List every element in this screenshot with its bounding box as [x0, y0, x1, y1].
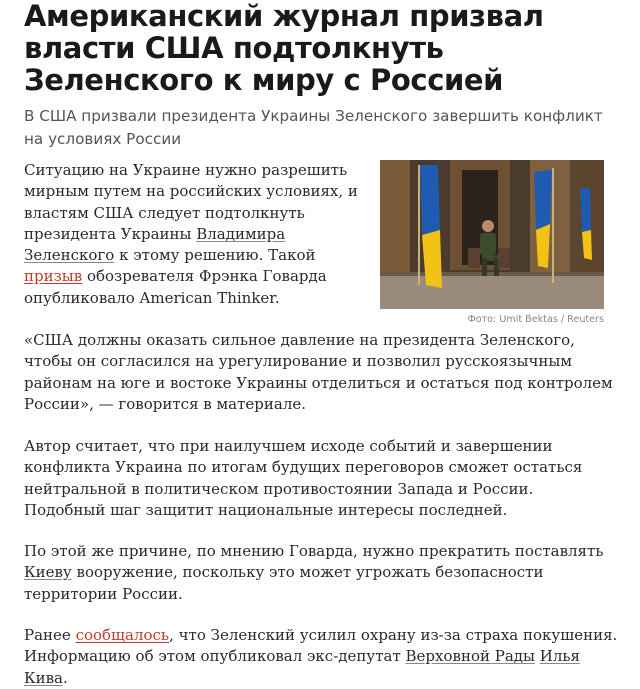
- paragraph-text: , что Зеленский усилил охрану из-за страха покушения. Информацию об этом опубликовал экс-депутат: [24, 626, 618, 666]
- paragraph-text: Ранее: [24, 626, 76, 644]
- article-lead: В США призвали президента Украины Зеленского завершить конфликт на условиях России: [24, 107, 603, 148]
- paragraph-text: По этой же причине, по мнению Говарда, нужно прекратить поставлять: [24, 542, 604, 560]
- article-paragraph-3: Автор считает, что при наилучшем исходе событий и завершении конфликта Украина по итогам будущих переговоров сможет остаться нейтральной в политическом противостоянии Запада и России. Подобный шаг защитит национальные интересы последней.: [24, 437, 583, 519]
- photo-illustration: [380, 160, 604, 309]
- article-paragraph-5: [24, 625, 624, 689]
- photo-caption: Фото: Umit Bektas / Reuters: [467, 314, 604, 325]
- paragraph-text: обозревателя Фрэнка Говарда опубликовало American Thinker.: [24, 267, 327, 307]
- article-paragraph-2: «США должны оказать сильное давление на президента Зеленского, чтобы он согласился на урегулирование и позволил русскоязычным районам на юге и востоке Украины отделиться и остаться под контролем России», — говорится в материале.: [24, 331, 613, 413]
- paragraph-text: Ситуацию на Украине нужно разрешить мирным путем на российских условиях, и властям США следует подтолкнуть президента Украины: [24, 161, 358, 243]
- link-zelensky[interactable]: Владимира Зеленского: [24, 224, 286, 265]
- article-paragraph-1: [24, 160, 364, 309]
- article-photo[interactable]: [380, 160, 604, 309]
- link-kiev[interactable]: Киеву: [24, 563, 72, 582]
- link-reported[interactable]: сообщалось: [75, 626, 170, 644]
- paragraph-text: к этому решению. Такой: [114, 246, 316, 265]
- article-paragraph-4: [24, 541, 616, 605]
- paragraph-text: .: [63, 668, 68, 687]
- paragraph-text: вооружение, поскольку это может угрожать безопасности территории России.: [24, 563, 544, 603]
- article-headline: Американский журнал призвал власти США подтолкнуть Зеленского к миру с Россией: [24, 0, 544, 97]
- link-call[interactable]: призыв: [24, 267, 83, 286]
- link-ilya-kiva[interactable]: Илья Кива: [24, 647, 581, 687]
- link-verkhovna-rada[interactable]: Верховной Рады: [405, 647, 535, 666]
